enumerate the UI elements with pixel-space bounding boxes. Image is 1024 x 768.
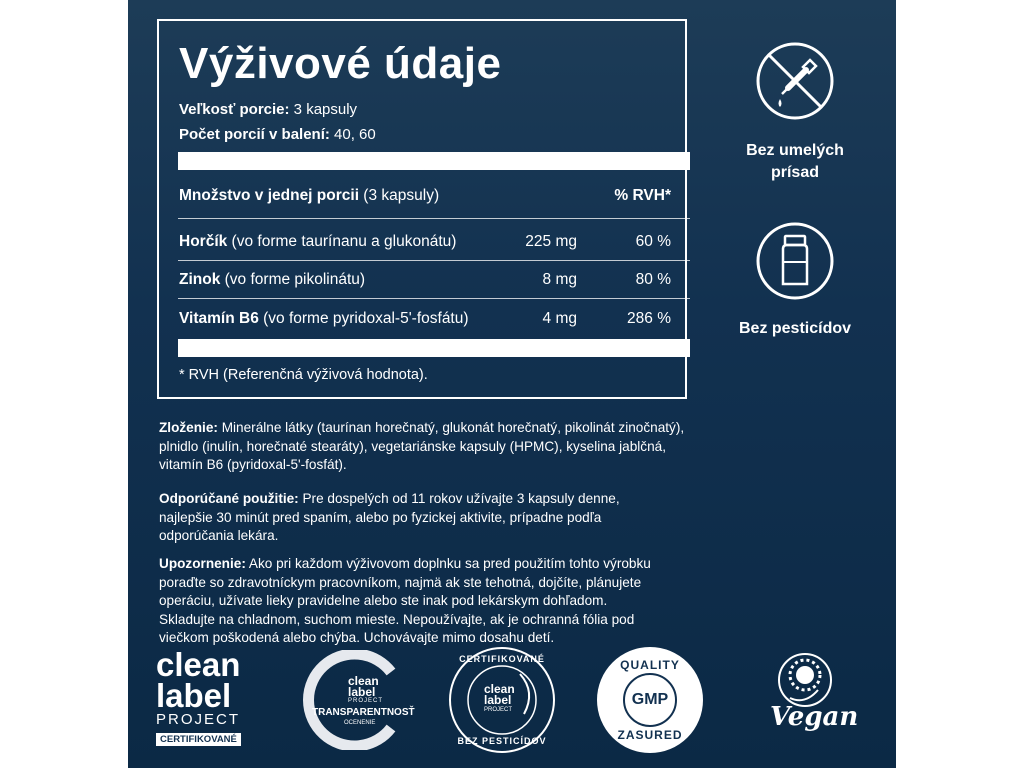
divider: [178, 218, 690, 219]
servings-per-pack: [179, 126, 376, 143]
warning-text: [159, 555, 719, 648]
nutrient-rvh: 286 %: [627, 310, 671, 327]
rvh-footnote: * RVH (Referenčná výživová hodnota).: [179, 367, 428, 383]
transparency-word: TRANSPARENTNOSŤ: [312, 707, 415, 718]
no-artificial-additives-badge: [730, 38, 860, 184]
nutrient-row-magnesium: [179, 233, 456, 251]
servings-label: Počet porcií v balení:: [179, 126, 330, 143]
serving-size-value: 3 kapsuly: [289, 101, 358, 118]
award-word: OCENENIE: [344, 720, 376, 726]
warning-line: viečkom poškodená alebo chýba. Uchovávajte mimo dosahu detí.: [159, 630, 555, 645]
clean-word: clean: [348, 674, 379, 688]
composition-line: plnidlo (inulín, horečnaté stearáty), vegetariánske kapsuly (HPMC), kyselina jablčná,: [159, 438, 666, 454]
usage-line: najlepšie 30 minút pred spaním, alebo po fyzickej aktivite, prípadne podľa: [159, 509, 602, 525]
warning-line: operáciu, užívate lieky pravidelne alebo ste inak pod lekárskym dohľadom.: [159, 593, 608, 608]
no-pesticides-badge: [730, 218, 860, 340]
badge-label: Bez pesticídov: [738, 320, 852, 337]
usage-line: odporúčania lekára.: [159, 528, 279, 543]
project-word: PROJECT: [348, 698, 384, 704]
composition-line: Minerálne látky (taurínan horečnatý, glukonát horečnatý, pikolinát zinočnatý),: [217, 420, 685, 435]
label-word: label: [156, 677, 232, 714]
badge-label: Bez umelých: [746, 142, 844, 159]
nutrient-form: (vo forme pyridoxal-5'-fosfátu): [258, 310, 469, 327]
nutrient-form: (vo forme taurínanu a glukonátu): [227, 233, 457, 250]
quality-word: QUALITY: [620, 658, 680, 672]
nutrient-amount: 225 mg: [525, 233, 577, 250]
product-info-panel: [128, 0, 896, 768]
rvh-header-label: % RVH*: [614, 187, 671, 204]
assured-word: ZASURED: [617, 728, 683, 742]
usage-line: Pre dospelých od 11 rokov užívajte 3 kapsuly denne,: [298, 491, 620, 506]
clean-label-logo: [156, 646, 266, 745]
warning-line: Skladujte na chladnom, suchom mieste. Nepoužívajte, ak je ochranná fólia pod: [159, 611, 635, 627]
seal-top-text: CERTIFIKOVANÉ: [459, 654, 545, 664]
gmp-quality-seal: [594, 644, 706, 756]
warning-line: Ako pri každom výživovom doplnku sa pred použitím tohto výrobku: [245, 556, 651, 571]
nutrition-title: Výživové údaje: [179, 39, 502, 88]
nutrient-amount: 8 mg: [542, 271, 577, 288]
sunflower-icon: [770, 650, 840, 710]
nutrition-facts-box: [157, 19, 687, 399]
nutrient-name: Vitamín B6: [179, 310, 259, 327]
nutrient-row-vitamin-b6: [179, 310, 469, 328]
header-bar-bottom: [178, 339, 690, 357]
nutrient-rvh: 80 %: [635, 271, 671, 288]
no-dropper-icon: [752, 38, 838, 124]
warning-line: poraďte so zdravotníckym pracovníkom, najmä ak ste tehotná, dojčíte, plánujete: [159, 574, 642, 590]
usage-label: Odporúčané použitie:: [159, 491, 299, 506]
divider: [178, 260, 690, 261]
serving-size-label: Veľkosť porcie:: [179, 101, 290, 118]
amount-header-suffix: (3 kapsuly): [359, 187, 440, 204]
label-word: label: [484, 693, 512, 707]
usage-text: [159, 490, 719, 546]
amount-header-label: Množstvo v jednej porcii: [179, 187, 359, 204]
warning-label: Upozornenie:: [159, 556, 246, 571]
gmp-word: GMP: [631, 691, 669, 708]
project-word: PROJECT: [484, 707, 513, 713]
divider: [178, 298, 690, 299]
clean-word: clean: [156, 646, 241, 683]
seal-bottom-text: BEZ PESTICÍDOV: [457, 736, 547, 746]
transparency-award-logo: [296, 650, 416, 750]
nutrient-form: (vo forme pikolinátu): [220, 271, 366, 288]
composition-line: vitamín B6 (pyridoxal-5'-fosfát).: [159, 457, 347, 472]
nutrient-name: Horčík: [179, 233, 228, 250]
amount-header: [179, 187, 439, 205]
nutrient-row-zinc: [179, 271, 365, 289]
project-word: PROJECT: [156, 711, 241, 728]
jar-icon: [752, 218, 838, 304]
certified-badge: CERTIFIKOVANÉ: [156, 733, 241, 746]
composition-text: [159, 419, 719, 475]
nutrient-name: Zinok: [179, 271, 221, 288]
vegan-logo: [744, 650, 874, 750]
nutrient-amount: 4 mg: [542, 310, 577, 327]
serving-size: [179, 101, 357, 118]
badge-label: prísad: [770, 164, 819, 181]
composition-label: Zloženie:: [159, 420, 218, 435]
vegan-word: Vegan: [770, 702, 859, 732]
rvh-header: [614, 187, 671, 205]
pesticide-free-seal: [446, 644, 558, 756]
nutrient-rvh: 60 %: [635, 233, 671, 250]
header-bar-top: [178, 152, 690, 170]
servings-value: 40, 60: [329, 126, 376, 143]
label-word: label: [348, 685, 376, 699]
clean-word: clean: [484, 682, 515, 696]
